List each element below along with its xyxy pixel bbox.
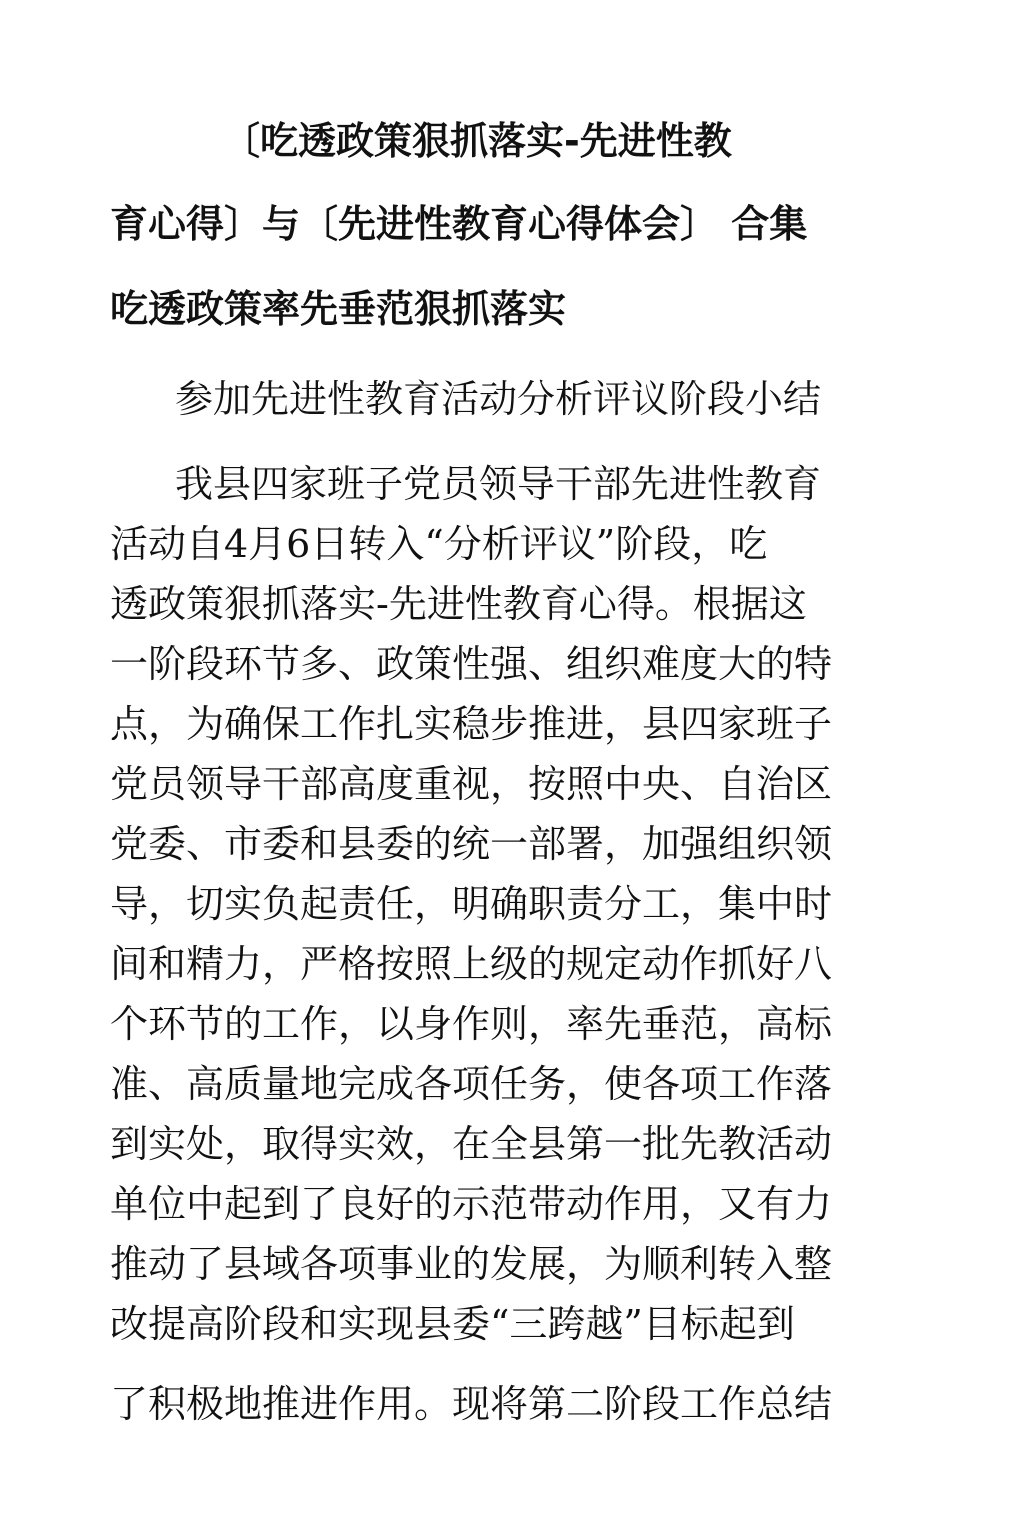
body-line: 我县四家班子党员领导干部先进性教育 [175,462,822,506]
body-line: 透政策狠抓落实-先进性教育心得。根据这 [110,582,807,626]
body-line: 党委、市委和县委的统一部署，加强组织领 [110,822,833,866]
body-line: 活动自4月6日转入“分析评议”阶段，吃 [110,522,768,566]
body-line: 单位中起到了良好的示范带动作用，又有力 [110,1182,833,1226]
body-line: 点，为确保工作扎实稳步推进，县四家班子 [110,702,833,746]
body-line: 准、高质量地完成各项任务，使各项工作落 [110,1062,833,1106]
body-line: 改提高阶段和实现县委“三跨越”目标起到 [110,1302,795,1346]
body-line: 一阶段环节多、政策性强、组织难度大的特 [110,642,833,686]
document-title-line-2: 育心得〕与〔先进性教育心得体会〕 合集 [110,202,808,246]
document-heading: 吃透政策率先垂范狠抓落实 [110,287,567,331]
body-line: 间和精力，严格按照上级的规定动作抓好八 [110,942,833,986]
body-line: 推动了县域各项事业的发展，为顺利转入整 [110,1242,833,1286]
body-line: 个环节的工作，以身作则，率先垂范，高标 [110,1002,833,1046]
document-subtitle: 参加先进性教育活动分析评议阶段小结 [175,377,822,421]
body-line: 导，切实负起责任，明确职责分工，集中时 [110,882,833,926]
body-line: 党员领导干部高度重视，按照中央、自治区 [110,762,833,806]
body-line: 到实处，取得实效，在全县第一批先教活动 [110,1122,833,1166]
body-line: 了积极地推进作用。现将第二阶段工作总结 [110,1382,833,1426]
document-title-line-1: 〔吃透政策狠抓落实-先进性教 [222,119,732,163]
